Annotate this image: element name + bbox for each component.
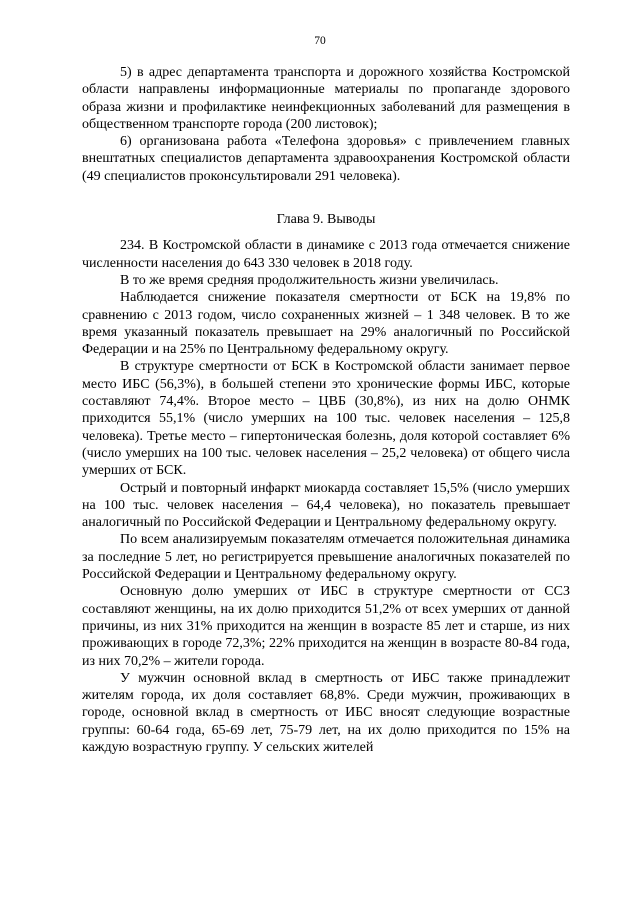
paragraph-positive-dynamics: По всем анализируемым показателям отмечается положительная динамика за последние 5 лет, но регистрируется превышение аналогичных показателей по Российской Федерации и Центральному федеральному округу.: [82, 532, 570, 583]
list-item-5: 5) в адрес департамента транспорта и дорожного хозяйства Костромской области направлены информационные материалы по пропаганде здорового образа жизни и профилактике неинфекционных заболеваний для размещения в общественном транспорте города (200 листовок);: [82, 65, 570, 132]
paragraph-mortality-decline: Наблюдается снижение показателя смертности от БСК на 19,8% по сравнению с 2013 годом, число сохраненных жизней – 1 348 человек. В то же время указанный показатель превышает на 29% аналогичный по Российской Федерации и на 25% по Центральному федеральному округу.: [82, 290, 570, 358]
paragraph-women-ihd: Основную долю умерших от ИБС в структуре смертности от ССЗ составляют женщины, на их долю приходится 51,2% от всех умерших от данной причины, из них 31% приходится на женщин в возрасте 85 лет и старше, из них проживающих в городе 72,3%; 22% приходится на женщин в возрасте 80-84 года, из них 70,2% – жители города.: [82, 584, 570, 669]
page-number: 70: [314, 35, 326, 47]
paragraph-myocardial-infarction: Острый и повторный инфаркт миокарда составляет 15,5% (число умерших на 100 тыс. человек населения – 64,4 человека), но показатель превышает аналогичный по Российской Федерации и Центральному федеральному округу.: [82, 480, 570, 531]
paragraph-men-ihd: У мужчин основной вклад в смертность от ИБС также принадлежит жителям города, их доля составляет 68,8%. Среди мужчин, проживающих в городе, основной вклад в смертность от ИБС вносят следующие возрастные группы: 60-64 года, 65-69 лет, 75-79 лет, на их долю приходится по 15% на каждую возрастную группу. У сельских жителей: [82, 670, 570, 755]
paragraph-population: 234. В Костромской области в динамике с 2013 года отмечается снижение численности населения до 643 330 человек в 2018 году.: [82, 238, 570, 271]
list-item-6: 6) организована работа «Телефона здоровья» с привлечением главных внештатных специалистов департамента здравоохранения Костромской области (49 специалистов проконсультировали 291 человека).: [82, 134, 570, 184]
chapter-heading: Глава 9. Выводы: [276, 212, 376, 228]
paragraph-mortality-structure: В структуре смертности от БСК в Костромской области занимает первое место ИБС (56,3%), в большей степени это хронические формы ИБС, которые составляют 74,4%. Второе место – ЦВБ (30,8%), из них на долю ОНМК приходится 55,1% (число умерших на 100 тыс. человек населения – 125,8 человека). Третье место – гипертоническая болезнь, доля которой составляет 6% (число умерших на 100 тыс. человек населения – 25,2 человека) от общего числа умерших от БСК.: [82, 359, 570, 479]
paragraph-life-expectancy: В то же время средняя продолжительность жизни увеличилась.: [120, 272, 499, 288]
document-body: [82, 64, 570, 756]
